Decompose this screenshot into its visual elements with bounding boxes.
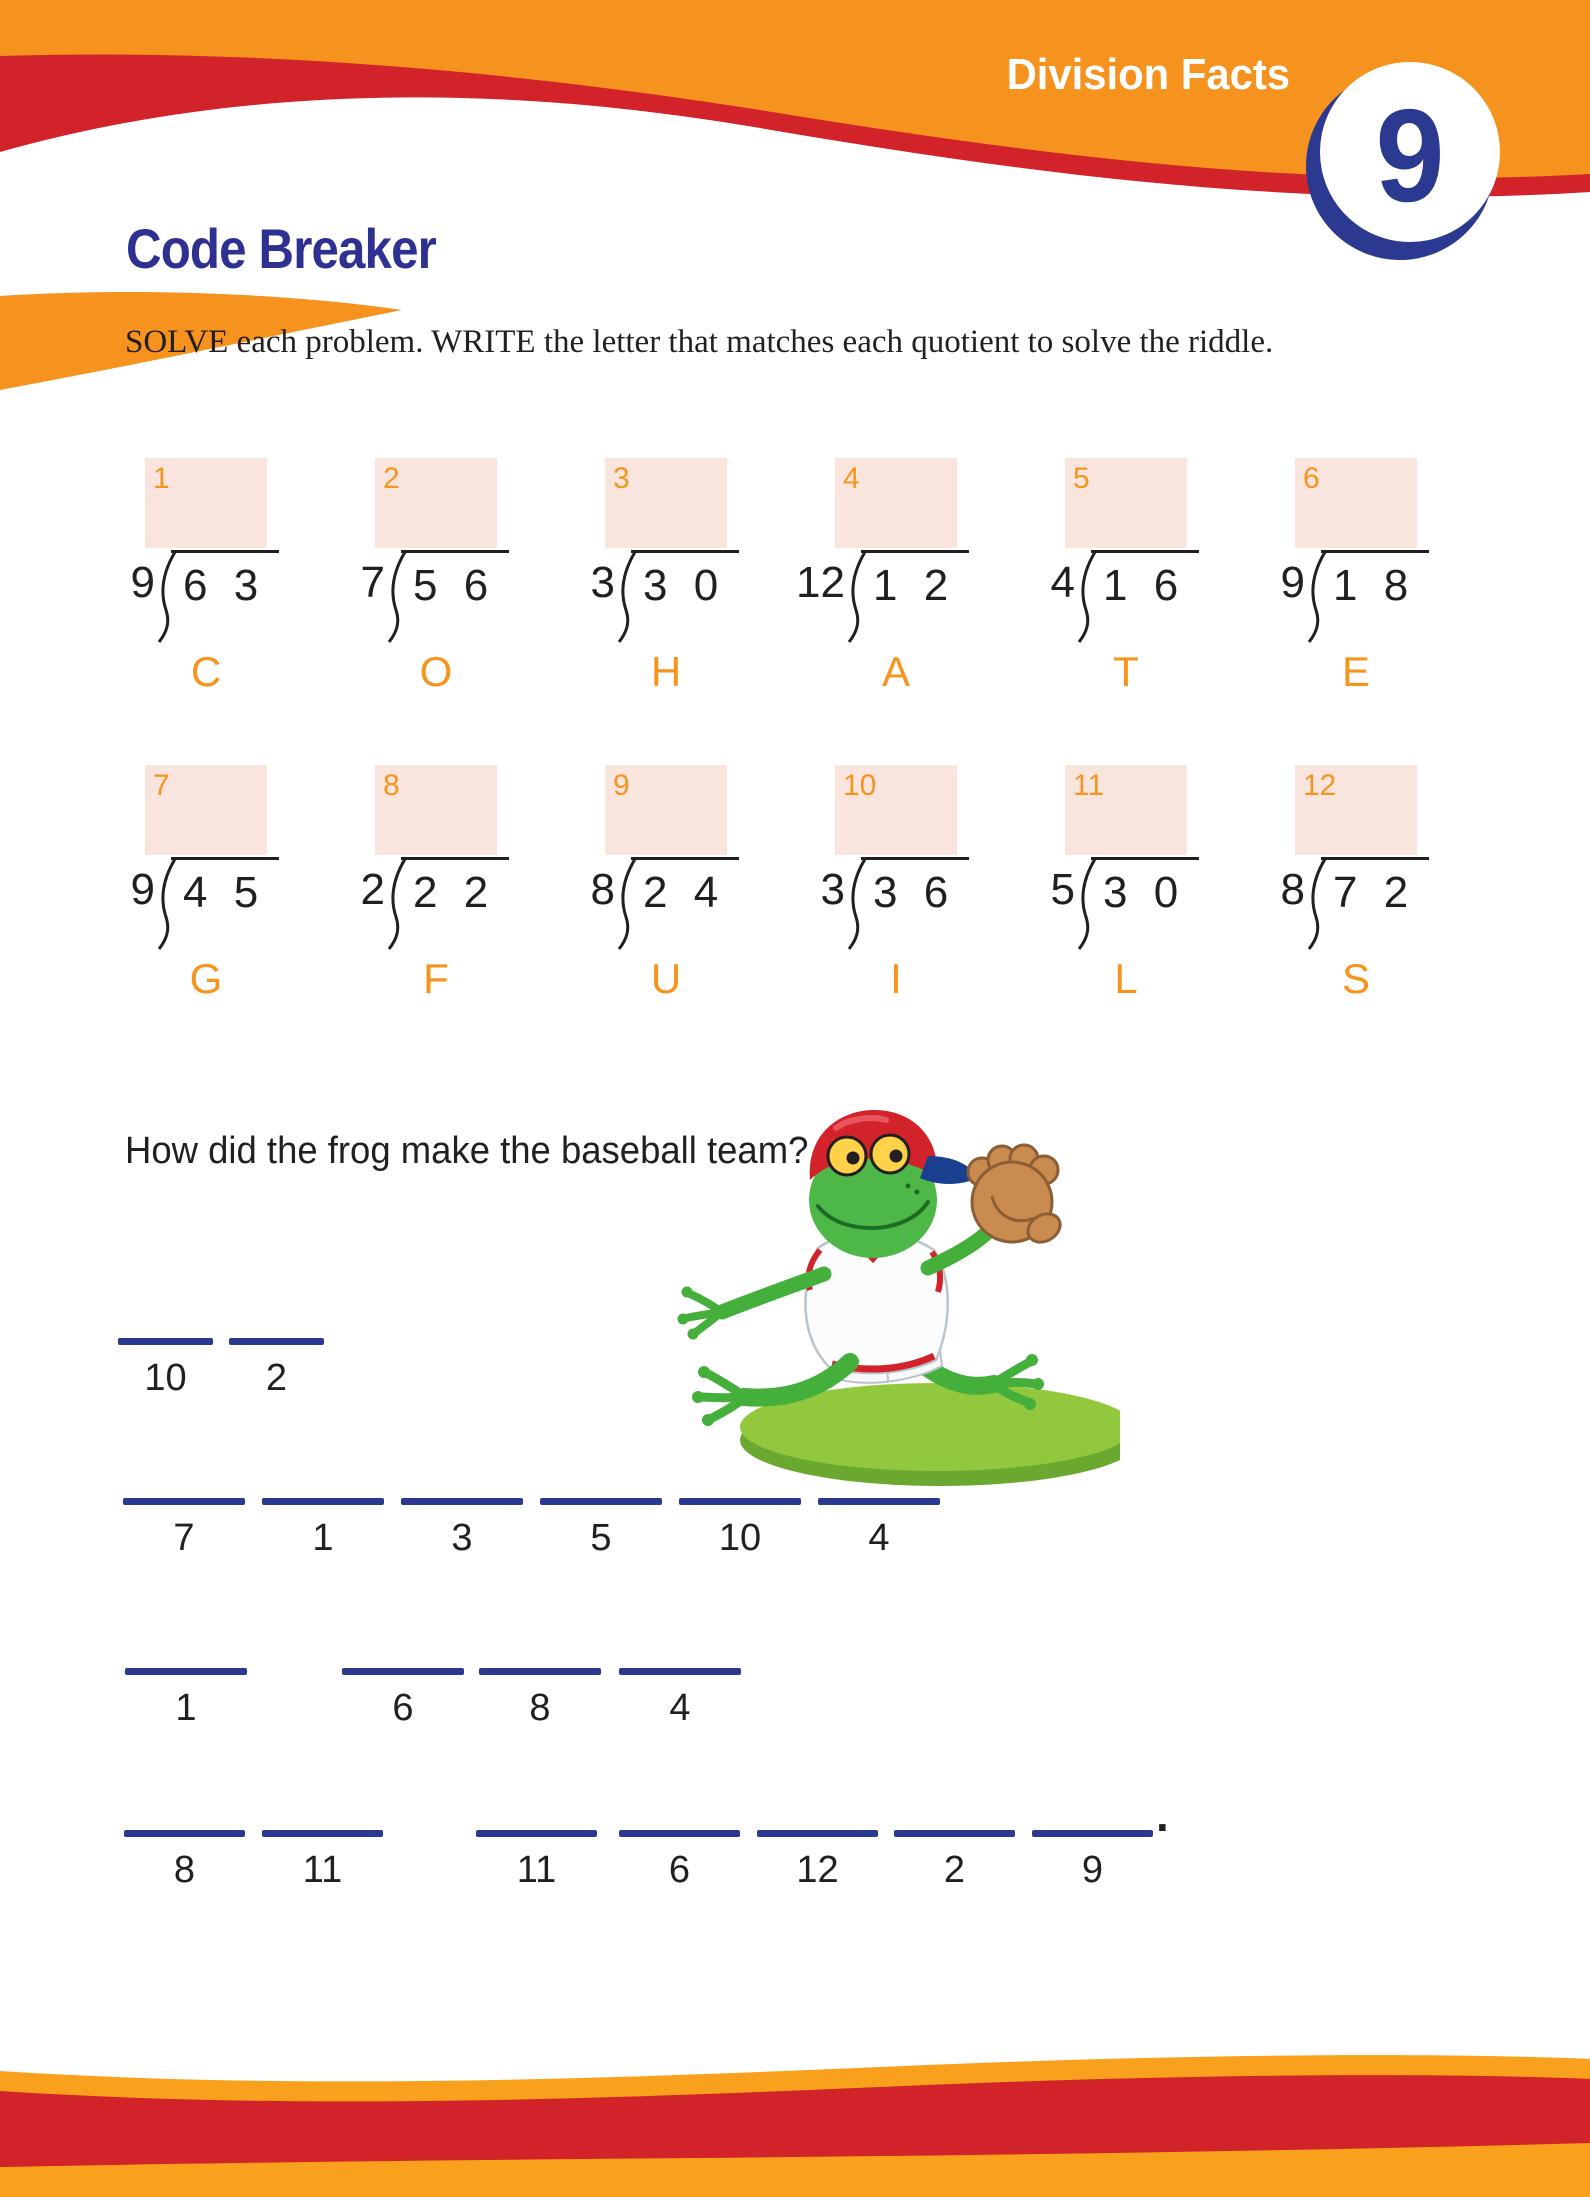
blank-number: 8	[529, 1687, 551, 1729]
blank-number: 10	[718, 1517, 762, 1559]
problem-number: 8	[383, 769, 400, 802]
divisor: 12	[796, 558, 845, 607]
dividend: 3 0	[1091, 857, 1199, 918]
answer-blank	[118, 1338, 213, 1400]
answer-blank	[262, 1498, 384, 1560]
blank-line[interactable]	[818, 1498, 940, 1505]
riddle-answer-row	[0, 1830, 1590, 1910]
answer-box[interactable]	[605, 458, 727, 548]
dividend: 6 3	[171, 550, 279, 611]
blank-number: 3	[451, 1517, 473, 1559]
riddle-answer-row	[0, 1338, 1590, 1418]
frog-illustration	[640, 1100, 1120, 1500]
division-problem	[803, 765, 1033, 1025]
code-letter: O	[419, 648, 453, 695]
blank-line[interactable]	[124, 1830, 245, 1837]
division-problem	[343, 458, 573, 718]
blank-number: 2	[265, 1357, 288, 1399]
dividend: 4 5	[171, 857, 279, 918]
answer-blank	[679, 1498, 801, 1560]
division-problem	[113, 765, 343, 1025]
blank-number: 9	[1081, 1849, 1104, 1891]
blank-line[interactable]	[125, 1668, 247, 1675]
division-problem	[1033, 458, 1263, 718]
riddle-question: How did the frog make the baseball team?	[125, 1130, 809, 1172]
problem-number: 1	[153, 462, 170, 495]
division-problem	[1033, 765, 1263, 1025]
answer-box[interactable]	[145, 458, 267, 548]
answer-box[interactable]	[1065, 458, 1187, 548]
answer-blank	[123, 1498, 245, 1560]
sentence-period: .	[1156, 1789, 1169, 1841]
code-letter: E	[1341, 648, 1370, 695]
answer-blank	[262, 1830, 383, 1892]
blank-number: 1	[175, 1687, 197, 1729]
blank-number: 4	[868, 1517, 890, 1559]
dividend: 3 0	[631, 550, 739, 611]
blank-number: 6	[668, 1849, 691, 1891]
blank-number: 11	[302, 1849, 343, 1891]
blank-line[interactable]	[894, 1830, 1015, 1837]
code-letter: U	[650, 955, 682, 1002]
divisor: 2	[360, 865, 385, 914]
answer-box[interactable]	[1065, 765, 1187, 855]
divisor: 7	[360, 558, 385, 607]
blank-line[interactable]	[123, 1498, 245, 1505]
problem-number: 9	[613, 769, 630, 802]
blank-number: 10	[144, 1357, 187, 1399]
answer-box[interactable]	[1295, 765, 1417, 855]
problem-number: 11	[1073, 769, 1105, 802]
blank-line[interactable]	[262, 1498, 384, 1505]
blank-number: 12	[796, 1849, 839, 1891]
answer-box[interactable]	[1295, 458, 1417, 548]
problem-number: 7	[153, 769, 170, 802]
answer-blank	[124, 1830, 245, 1892]
code-letter: S	[1341, 955, 1370, 1002]
dividend: 1 8	[1321, 550, 1429, 611]
answer-blank	[540, 1498, 662, 1560]
problem-number: 6	[1303, 462, 1320, 495]
problem-number: 10	[843, 769, 877, 802]
code-letter: T	[1113, 648, 1139, 695]
blank-number: 4	[669, 1687, 691, 1729]
answer-blank	[619, 1668, 741, 1730]
riddle-answer-row	[0, 1668, 1590, 1748]
blank-line[interactable]	[619, 1830, 740, 1837]
blank-number: 1	[312, 1517, 334, 1559]
divisor: 8	[1280, 865, 1305, 914]
dividend: 5 6	[401, 550, 509, 611]
page-title: Code Breaker	[126, 217, 436, 280]
blank-number: 5	[590, 1517, 612, 1559]
dividend: 3 6	[861, 857, 969, 918]
answer-blank	[818, 1498, 940, 1560]
answer-box[interactable]	[605, 765, 727, 855]
division-problem	[1263, 765, 1493, 1025]
blank-number: 11	[516, 1849, 557, 1891]
divisor: 4	[1050, 558, 1075, 607]
answer-blank	[894, 1830, 1015, 1892]
division-problem	[796, 458, 1033, 718]
answer-blank	[479, 1668, 601, 1730]
code-letter: C	[190, 648, 222, 695]
divisor: 9	[1280, 558, 1305, 607]
code-letter: L	[1114, 955, 1138, 1002]
answer-blank	[125, 1668, 247, 1730]
blank-line[interactable]	[540, 1498, 662, 1505]
code-letter: H	[650, 648, 682, 695]
problem-number: 5	[1073, 462, 1090, 495]
blank-number: 2	[943, 1849, 966, 1891]
problem-number: 3	[613, 462, 630, 495]
instructions-text: SOLVE each problem. WRITE the letter that matches each quotient to solve the riddle.	[125, 324, 1274, 360]
divisor: 3	[820, 865, 845, 914]
answer-blank	[757, 1830, 878, 1892]
blank-line[interactable]	[479, 1668, 601, 1675]
divisor: 5	[1050, 865, 1075, 914]
division-problem	[573, 458, 803, 718]
problem-number: 2	[383, 462, 400, 495]
answer-box[interactable]	[835, 765, 957, 855]
blank-line[interactable]	[619, 1668, 741, 1675]
divisor: 3	[590, 558, 615, 607]
answer-blank	[1032, 1830, 1153, 1892]
blank-line[interactable]	[476, 1830, 597, 1837]
category-label: Division Facts	[1006, 50, 1290, 99]
answer-box[interactable]	[145, 765, 267, 855]
division-problem	[113, 458, 343, 718]
answer-box[interactable]	[835, 458, 957, 548]
blank-line[interactable]	[757, 1830, 878, 1837]
divisor: 9	[130, 865, 155, 914]
dividend: 1 2	[861, 550, 969, 611]
answer-blank	[342, 1668, 464, 1730]
problem-number: 4	[843, 462, 860, 495]
answer-blank	[476, 1830, 597, 1892]
dividend: 7 2	[1321, 857, 1429, 918]
answer-box[interactable]	[375, 458, 497, 548]
problem-number: 12	[1303, 769, 1337, 802]
footer-banner	[0, 2027, 1590, 2197]
riddle-answer-row	[0, 1498, 1590, 1578]
division-problem	[343, 765, 573, 1025]
blank-line[interactable]	[1032, 1830, 1153, 1837]
blank-number: 7	[173, 1517, 195, 1559]
blank-line[interactable]	[679, 1498, 801, 1505]
division-problem	[573, 765, 803, 1025]
code-letter: A	[881, 648, 910, 695]
blank-line[interactable]	[342, 1668, 464, 1675]
blank-line[interactable]	[401, 1498, 523, 1505]
divisor: 9	[130, 558, 155, 607]
dividend: 1 6	[1091, 550, 1199, 611]
code-letter: G	[189, 955, 223, 1002]
answer-blank	[401, 1498, 523, 1560]
blank-line[interactable]	[118, 1338, 213, 1345]
division-problem	[1263, 458, 1493, 718]
blank-number: 6	[392, 1687, 414, 1729]
code-letter: I	[890, 955, 902, 1002]
code-letter: F	[423, 955, 449, 1002]
dividend: 2 2	[401, 857, 509, 918]
blank-number: 8	[173, 1849, 196, 1891]
grade-badge: 9	[1375, 82, 1445, 229]
divisor: 8	[590, 865, 615, 914]
answer-blank	[619, 1830, 740, 1892]
dividend: 2 4	[631, 857, 739, 918]
blank-line[interactable]	[229, 1338, 324, 1345]
blank-line[interactable]	[262, 1830, 383, 1837]
answer-blank	[229, 1338, 324, 1400]
answer-box[interactable]	[375, 765, 497, 855]
